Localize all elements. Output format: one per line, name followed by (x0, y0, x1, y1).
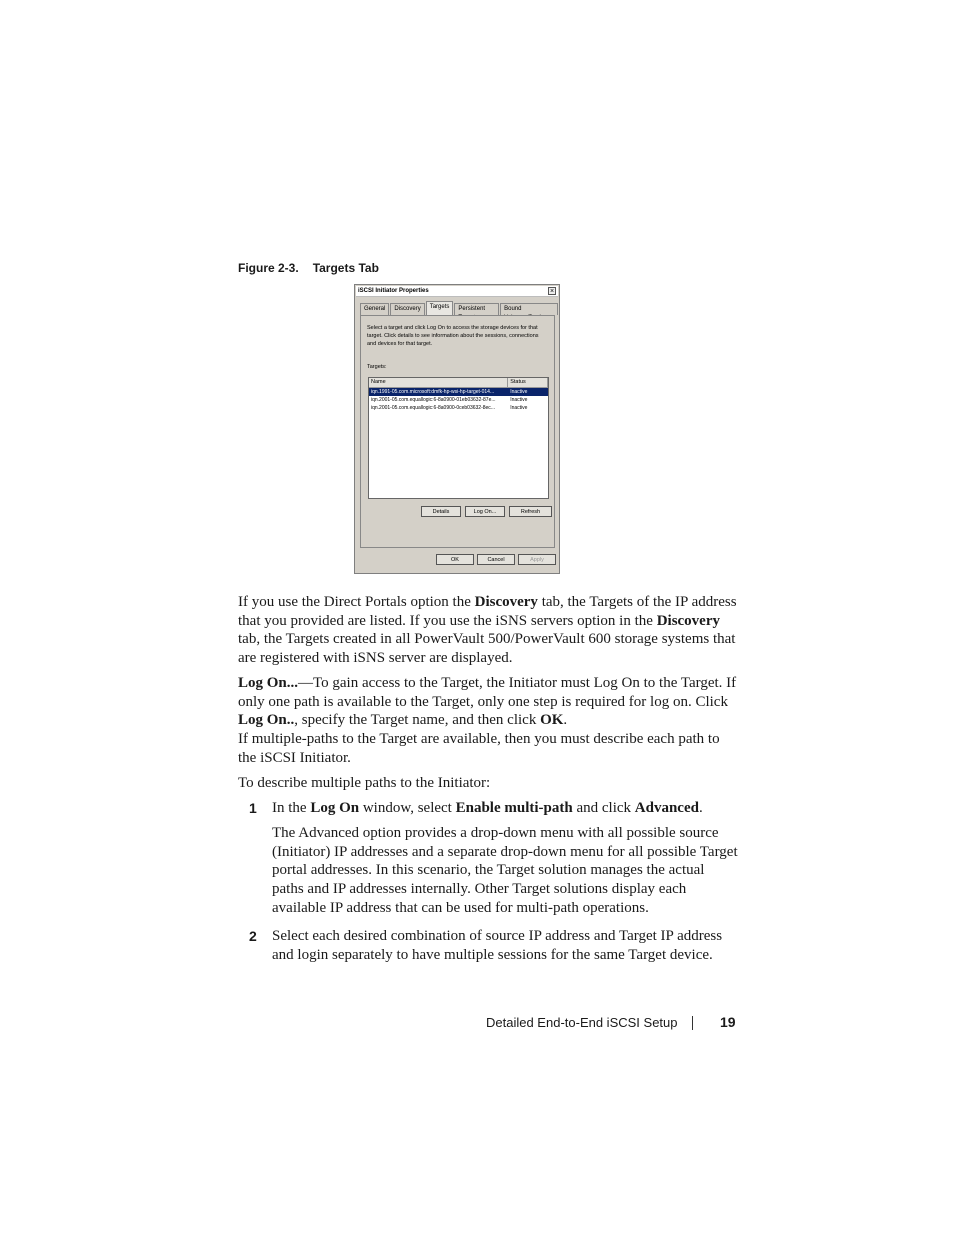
refresh-button[interactable]: Refresh (509, 506, 552, 517)
close-icon[interactable]: × (549, 288, 555, 295)
list-header (369, 378, 548, 388)
step-1-text: In the Log On window, select Enable multi-path and click Advanced. (272, 800, 703, 816)
log-on-button[interactable]: Log On... (465, 506, 505, 517)
target-row[interactable] (369, 404, 548, 412)
step-number-1: 1 (249, 800, 257, 816)
tab-persistent-targets[interactable]: Persistent (454, 303, 499, 315)
target-row[interactable] (369, 388, 548, 396)
targets-tab-panel (360, 315, 555, 548)
step-2-text: Select each desired combination of source IP address and Target IP address and login separately to have multiple sessions for the same Target device. (272, 928, 723, 963)
paragraph-discovery: If you use the Direct Portals option the Discovery tab, the Targets of the IP address that you provided are listed. If you use the iSNS servers option in the Discovery tab, the Targets created in all PowerVault 500/PowerVault 600 storage systems that are registered with iSNS server are displayed. (238, 594, 737, 667)
footer-section-title: Detailed End-to-End iSCSI Setup (486, 1015, 678, 1030)
figure-title: Targets Tab (312, 261, 379, 275)
apply-button[interactable]: Apply (518, 554, 556, 565)
iscsi-initiator-properties-dialog (354, 284, 560, 574)
instructions-text: Select a target and click Log On to access the storage devices for that target. Click details to see information about the sessions, connections and devices for that target. (367, 325, 539, 347)
target-status: Inactive (510, 397, 528, 403)
target-status: Inactive (510, 405, 528, 411)
tab-general[interactable]: General (360, 303, 389, 315)
targets-list[interactable] (368, 377, 549, 499)
step-number-2: 2 (249, 928, 257, 944)
column-header-name[interactable]: Name (369, 378, 508, 387)
tab-targets[interactable]: Targets (426, 301, 454, 315)
targets-label: Targets: (367, 364, 387, 370)
dialog-buttons (436, 554, 556, 565)
page-number: 19 (720, 1014, 736, 1030)
ok-button[interactable]: OK (436, 554, 474, 565)
paragraph-describe-paths: To describe multiple paths to the Initiator: (238, 775, 491, 791)
target-action-buttons (421, 506, 552, 517)
tab-bound-volumes-devices[interactable]: Bound (500, 303, 558, 315)
tab-discovery[interactable]: Discovery (390, 303, 424, 315)
target-name: iqn.2001-05.com.equallogic:6-8a0900-01eb03632-87e... (371, 397, 496, 403)
details-button[interactable]: Details (421, 506, 461, 517)
paragraph-multipath: If multiple-paths to the Target are available, then you must describe each path to the iSCSI Initiator. (238, 731, 720, 766)
paragraph-log-on: Log On...—To gain access to the Target, the Initiator must Log On to the Target. If only one path is available to the Target, only one step is required for log on. Click Log On.., specify the Target name, and then click OK. (238, 675, 737, 729)
dialog-title: iSCSI Initiator Properties (358, 288, 429, 294)
step-1-explanation: The Advanced option provides a drop-down menu with all possible source (Initiator) IP addresses and a separate drop-down menu for all possible Target portal addresses. In this scenario, the Target solution manages the actual paths and IP addresses internally. Other Target solutions display each available IP address that can be used for multi-path operations. (272, 825, 738, 916)
figure-caption (238, 261, 379, 275)
column-header-status[interactable]: Status (508, 378, 548, 387)
footer-divider (692, 1016, 693, 1030)
figure-label: Figure 2-3. (238, 261, 299, 275)
cancel-button[interactable]: Cancel (477, 554, 515, 565)
target-name: iqn.2001-05.com.equallogic:6-8a0900-0ceb03632-8ec... (371, 405, 495, 411)
tab-strip (360, 303, 559, 315)
target-status: Inactive (510, 389, 528, 395)
target-name: iqn.1991-05.com.microsoft:dmfk-hp-wsi-hp-target-014... (371, 389, 495, 395)
dialog-titlebar (356, 286, 558, 297)
target-row[interactable] (369, 396, 548, 404)
